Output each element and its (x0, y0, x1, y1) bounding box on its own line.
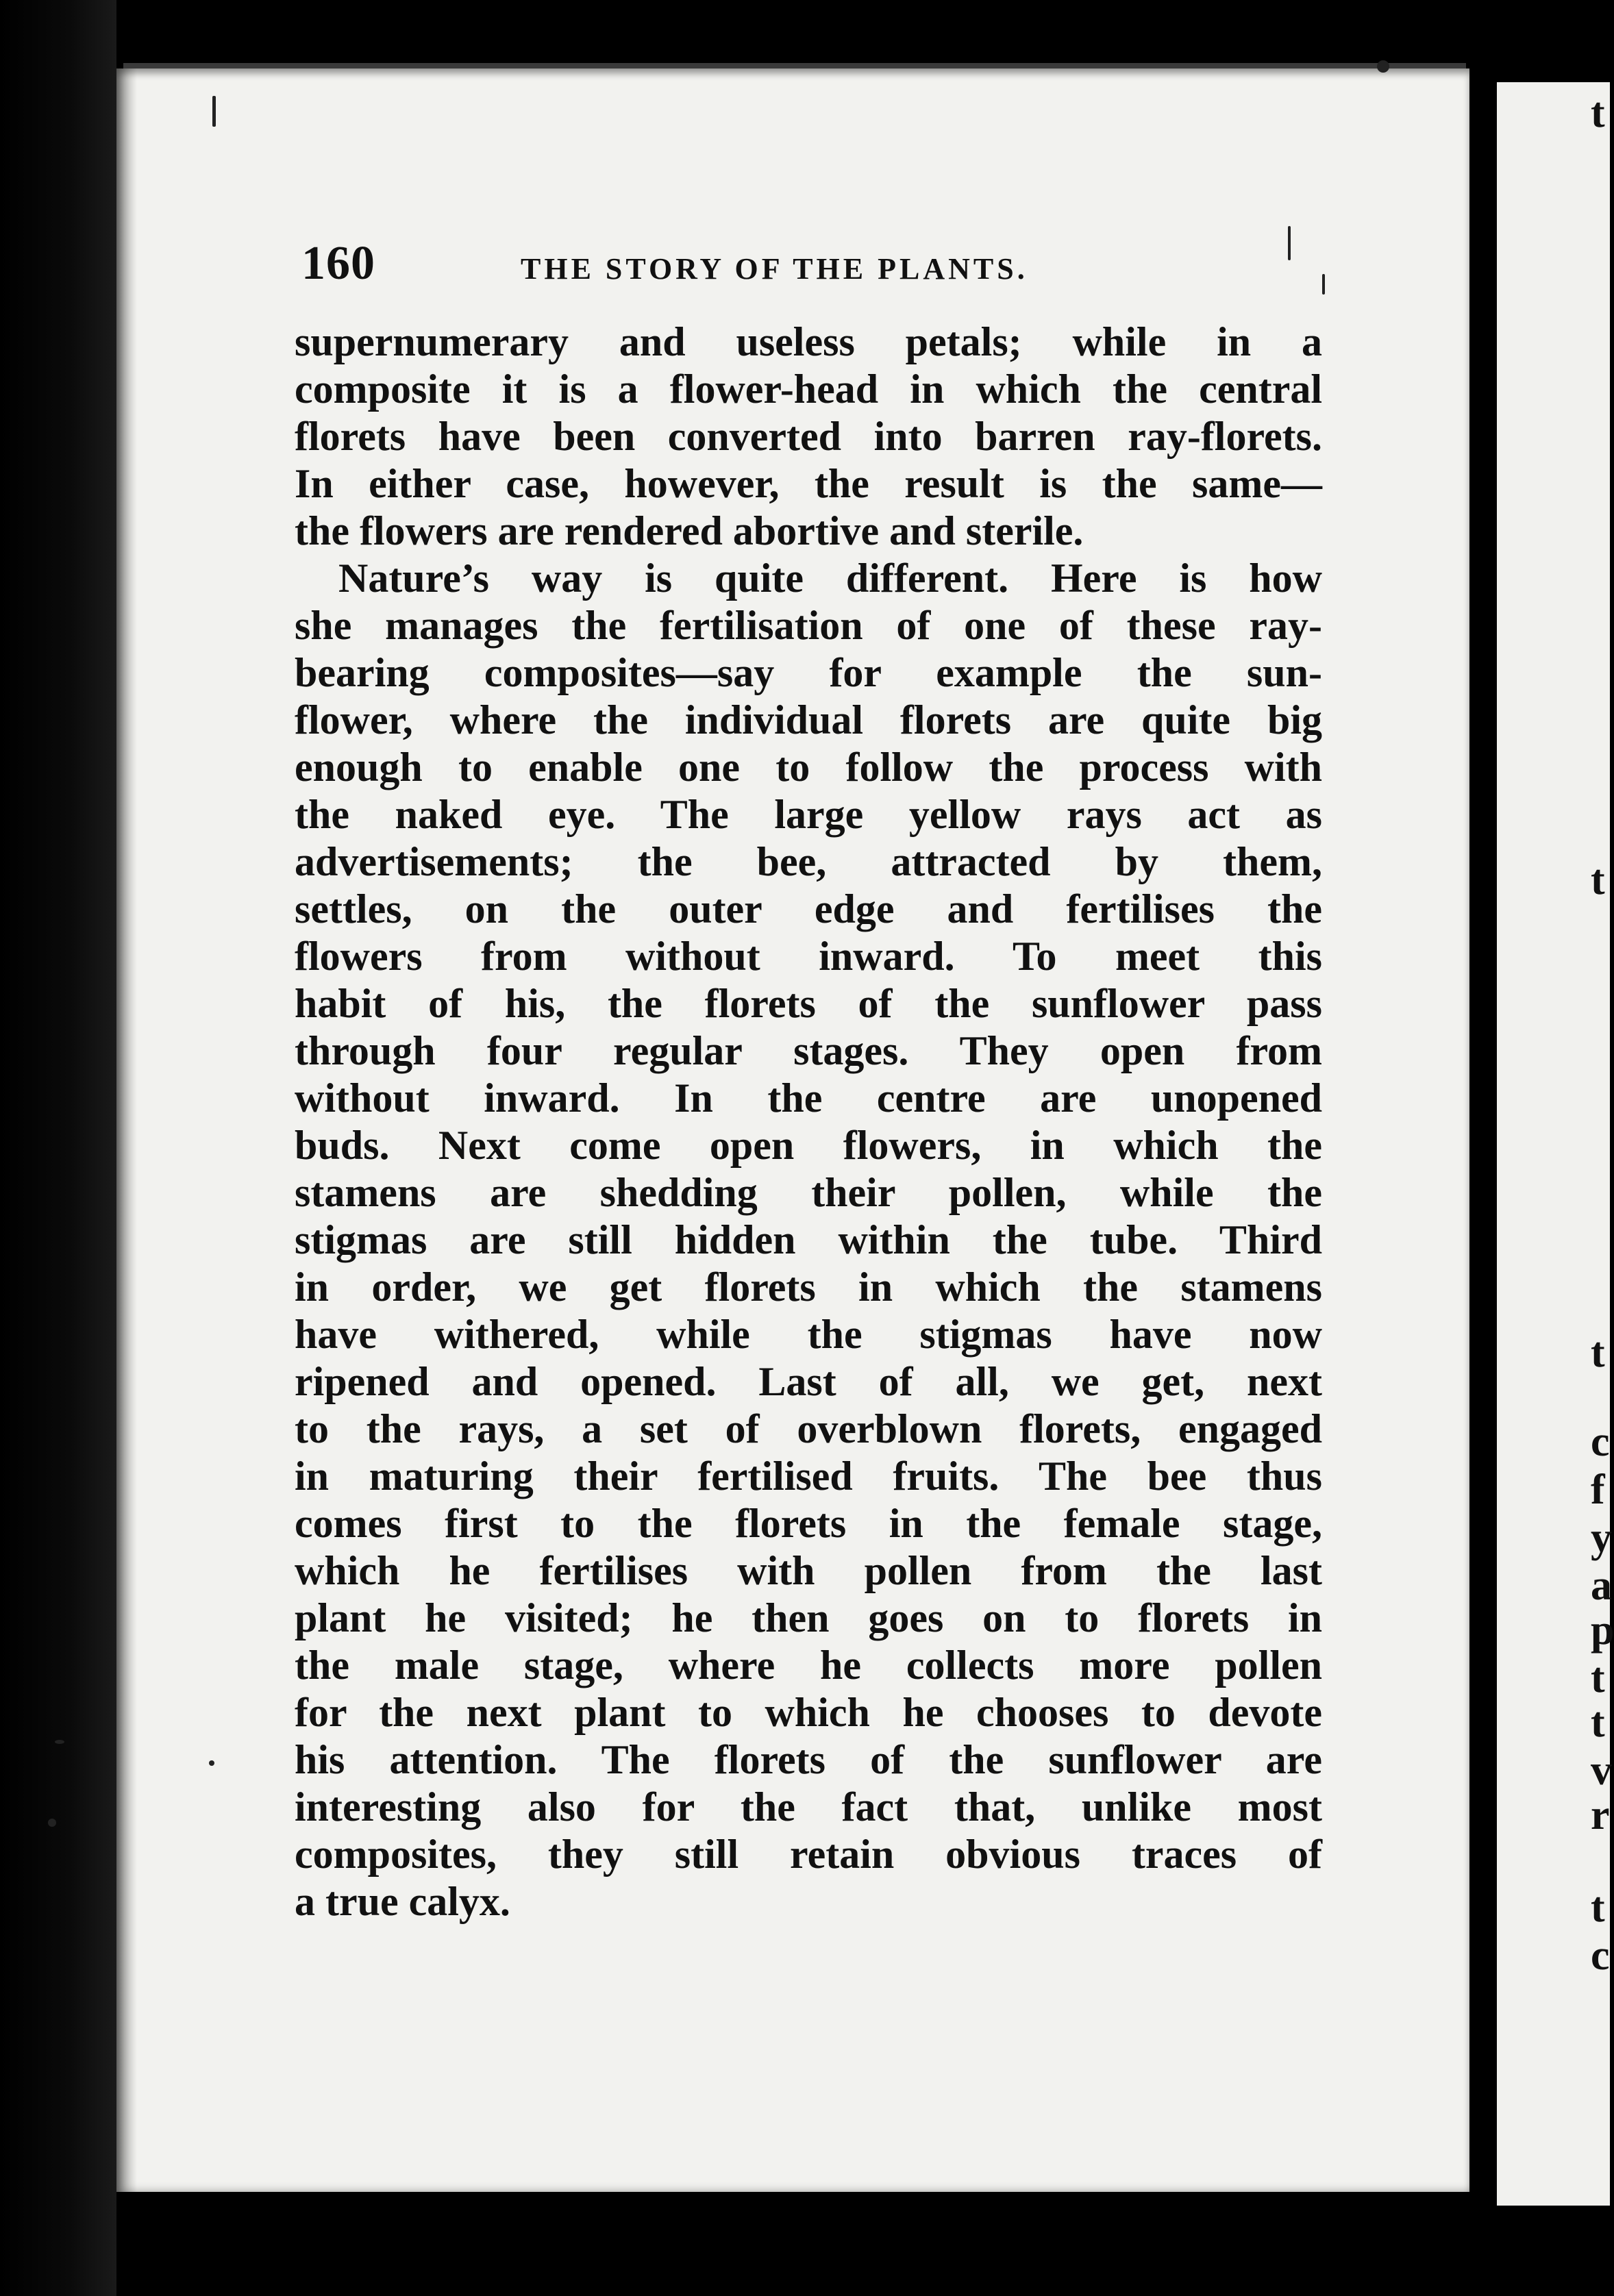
next-page-letter: y (1591, 1514, 1612, 1561)
text-line: flower, where the individual florets are quite big (295, 697, 1322, 743)
text-line: florets have been converted into barren ray-florets. (295, 414, 1322, 459)
text-line: In either case, however, the result is the same— (295, 461, 1322, 506)
text-line: advertisements; the bee, attracted by them, (295, 839, 1322, 884)
text-line: for the next plant to which he chooses to devote (295, 1690, 1322, 1735)
text-line: have withered, while the stigmas have now (295, 1312, 1322, 1357)
text-line: comes first to the florets in the female stage, (295, 1501, 1322, 1546)
text-line: interesting also for the fact that, unlike most (295, 1784, 1322, 1830)
page-number: 160 (301, 237, 375, 290)
scan-speck (209, 1760, 214, 1766)
next-page-letter: t (1591, 857, 1605, 903)
text-line: the naked eye. The large yellow rays act as (295, 792, 1322, 837)
text-line: plant he visited; he then goes on to florets in (295, 1595, 1322, 1640)
paragraph-2 (295, 555, 1322, 1925)
next-page-letter: t (1591, 1884, 1605, 1931)
next-page-letter: r (1591, 1792, 1610, 1838)
text-line: supernumerary and useless petals; while in a (295, 319, 1322, 364)
page-text (295, 236, 1322, 1925)
paragraph-1 (295, 319, 1322, 555)
text-line: ripened and opened. Last of all, we get, next (295, 1359, 1322, 1404)
next-page-letter: c (1591, 1932, 1610, 1979)
page-gutter (1469, 41, 1497, 2296)
next-page-letter: c (1591, 1419, 1610, 1465)
next-page-letter: p (1591, 1607, 1614, 1654)
next-page-letter: t (1591, 1330, 1605, 1376)
text-line: a true calyx. (295, 1879, 510, 1924)
running-header (295, 236, 1322, 319)
text-line: in order, we get florets in which the stamens (295, 1264, 1322, 1310)
text-line: enough to enable one to follow the process with (295, 745, 1322, 790)
text-line: the flowers are rendered abortive and sterile. (295, 508, 1084, 553)
text-line: settles, on the outer edge and fertilises the (295, 886, 1322, 932)
text-line: which he fertilises with pollen from the last (295, 1548, 1322, 1593)
text-line: habit of his, the florets of the sunflower pass (295, 981, 1322, 1026)
next-page-letter: t (1591, 1699, 1605, 1746)
next-page-letter: t (1591, 90, 1605, 136)
text-line: without inward. In the centre are unopened (295, 1075, 1322, 1121)
next-page-letter: v (1591, 1747, 1612, 1794)
text-line: buds. Next come open flowers, in which the (295, 1123, 1322, 1168)
text-line: his attention. The florets of the sunflower are (295, 1737, 1322, 1782)
scan-speck (212, 96, 216, 127)
text-line: flowers from without inward. To meet this (295, 934, 1322, 979)
page-left-shadow (116, 68, 137, 2192)
scan-speck (1377, 60, 1389, 73)
text-line: she manages the fertilisation of one of these ray- (295, 603, 1322, 648)
next-page-letter: a (1591, 1562, 1612, 1609)
text-line: through four regular stages. They open from (295, 1028, 1322, 1073)
next-page-letter: t (1591, 1655, 1605, 1701)
text-line: in maturing their fertilised fruits. The bee thus (295, 1453, 1322, 1499)
text-line: composite it is a flower-head in which the central (295, 366, 1322, 412)
text-line: to the rays, a set of overblown florets, engaged (295, 1406, 1322, 1451)
text-line: bearing composites—say for example the sun- (295, 650, 1322, 695)
next-page-letter: f (1591, 1467, 1605, 1513)
text-line: stigmas are still hidden within the tube. Third (295, 1217, 1322, 1262)
scan-speck (55, 1740, 64, 1744)
text-line: Nature’s way is quite different. Here is how (338, 556, 1322, 601)
text-line: composites, they still retain obvious traces of (295, 1832, 1322, 1877)
left-binding-shadow (0, 0, 116, 2296)
text-line: the male stage, where he collects more pollen (295, 1643, 1322, 1688)
running-title: THE STORY OF THE PLANTS. (521, 252, 1028, 286)
scan-speck (48, 1819, 56, 1827)
scan-speck (1322, 274, 1325, 295)
text-line: stamens are shedding their pollen, while the (295, 1170, 1322, 1215)
